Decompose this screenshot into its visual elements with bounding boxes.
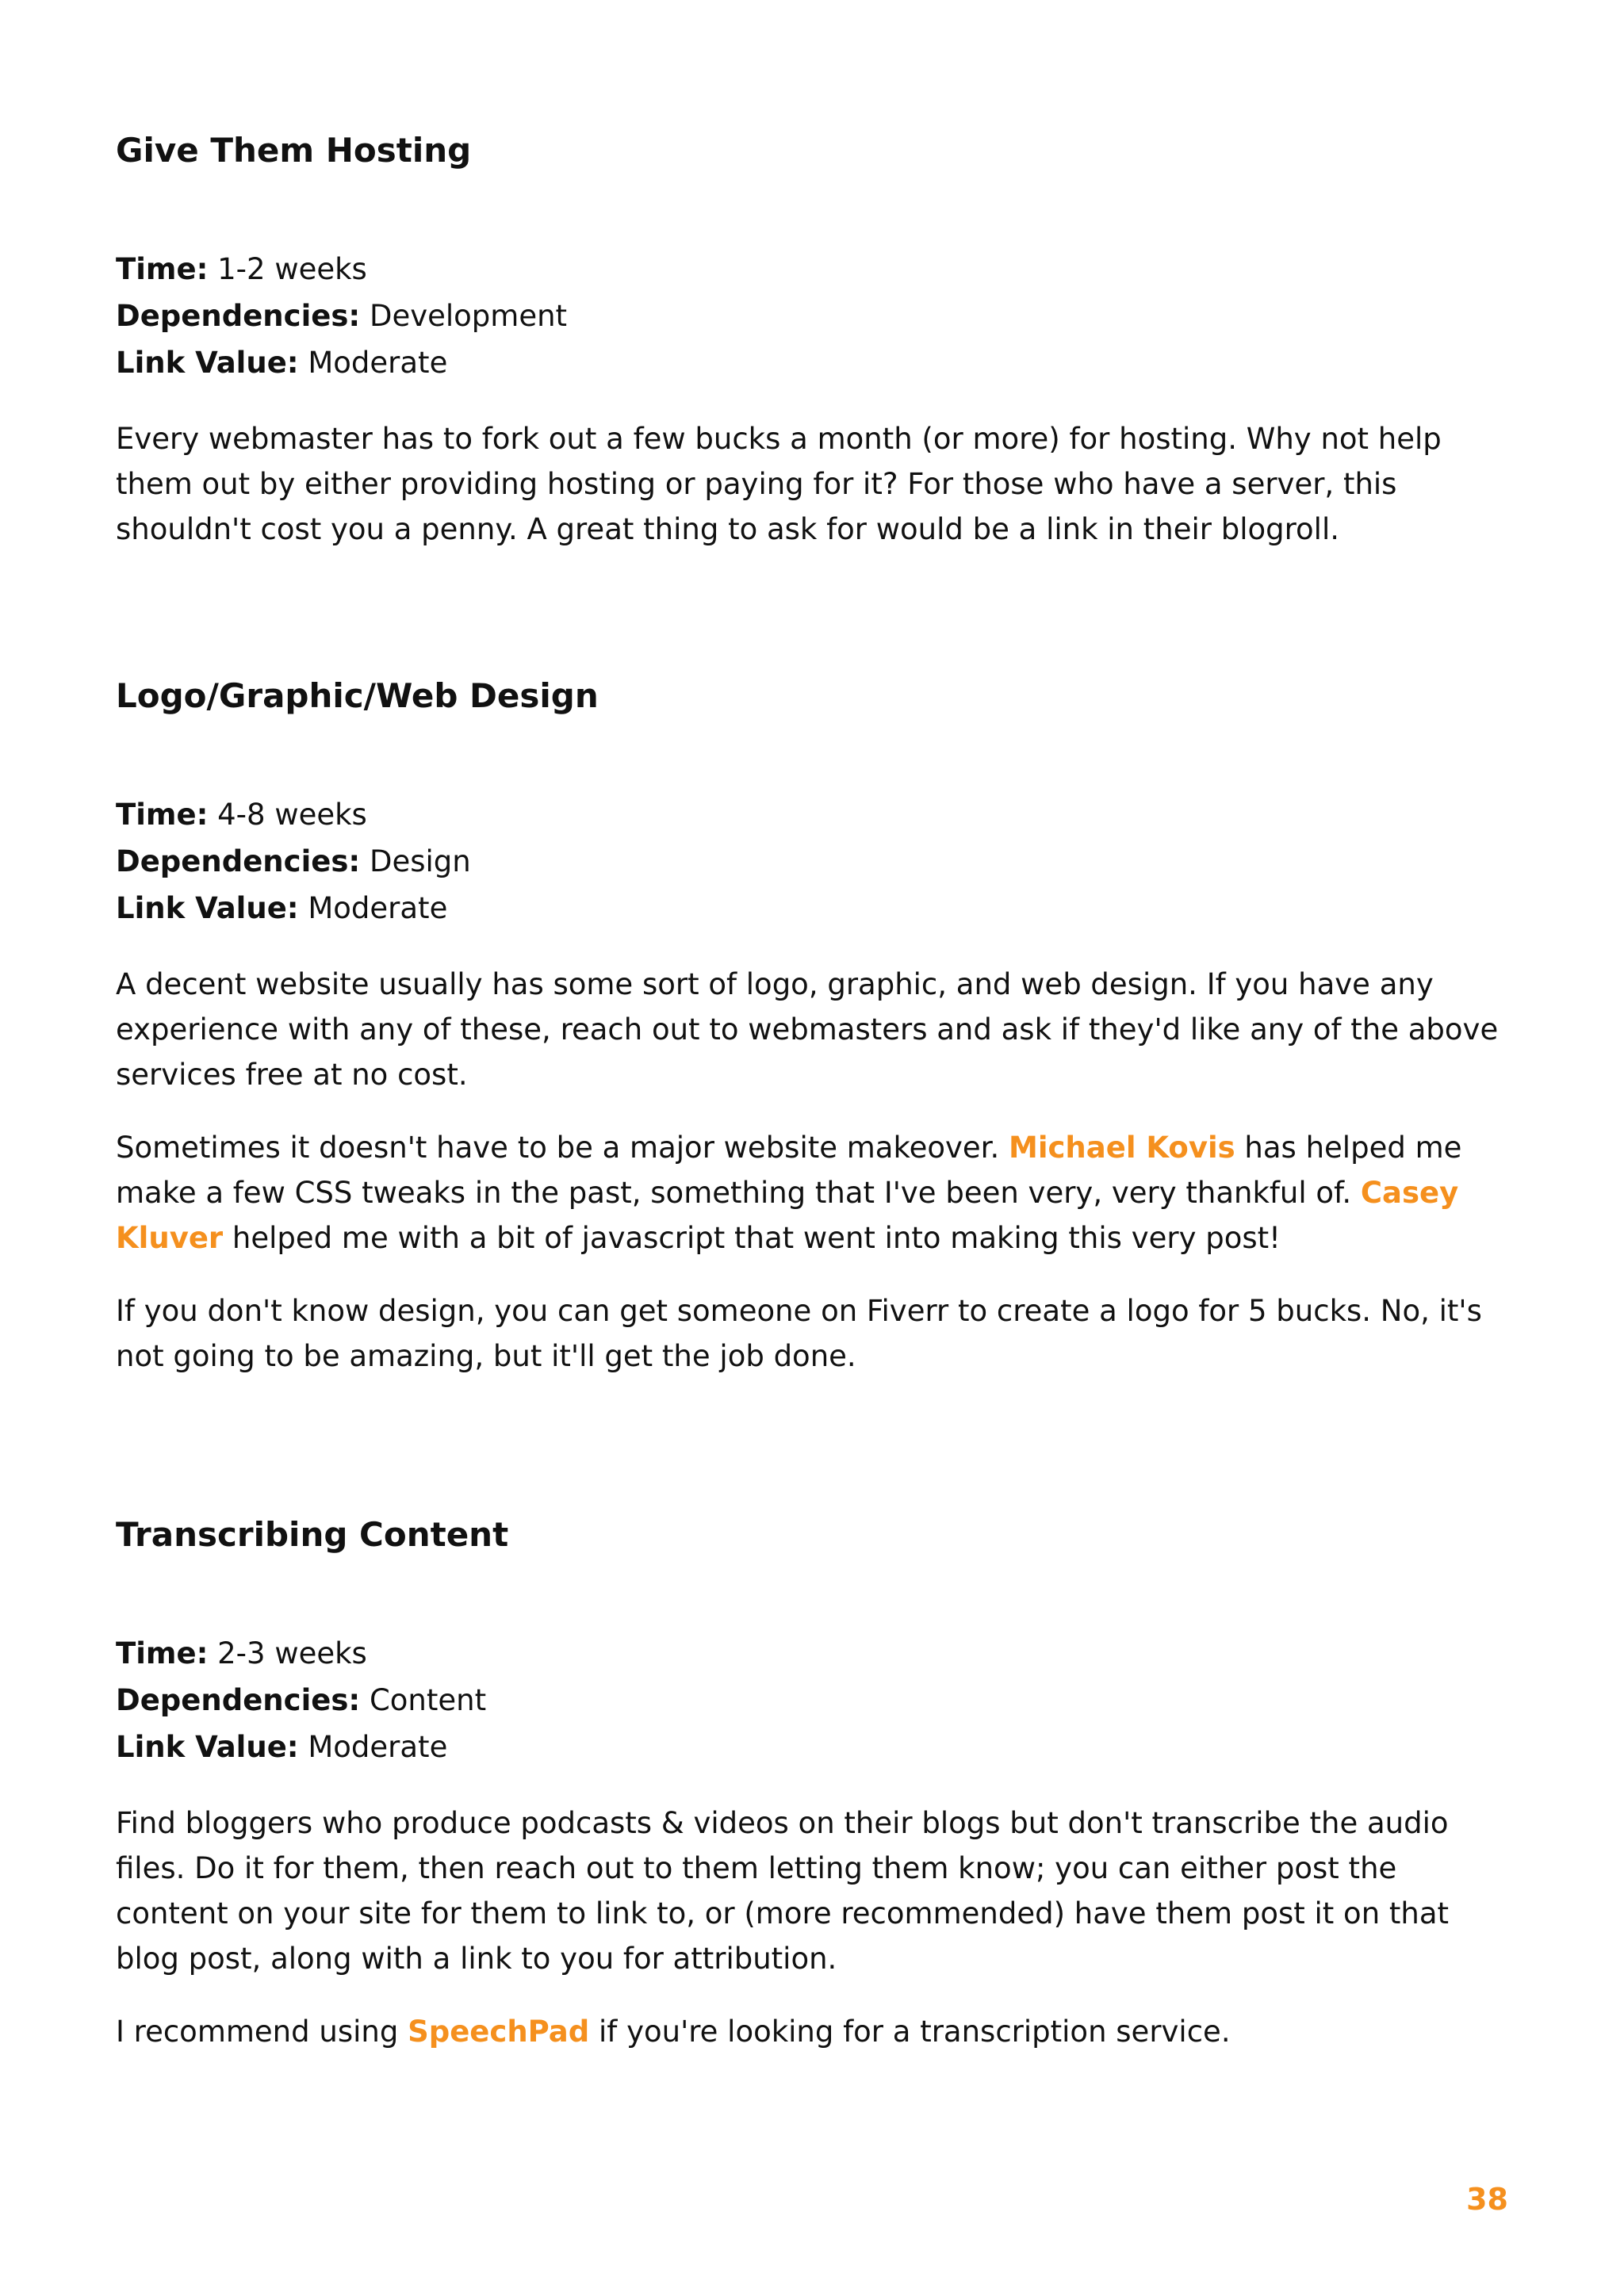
meta-link-value	[116, 885, 1511, 932]
section-meta	[116, 246, 1511, 386]
section-paragraph	[116, 1125, 1511, 1261]
meta-dependencies	[116, 293, 1511, 339]
meta-link-value-label: Link Value:	[116, 1730, 299, 1764]
meta-dependencies-label: Dependencies:	[116, 844, 361, 878]
section-heading: Logo/Graphic/Web Design	[116, 676, 599, 715]
section-paragraph: If you don't know design, you can get someone on Fiverr to create a logo for 5 bucks. No, it's not going to be amazing, but it'll get the job done.	[116, 1294, 1482, 1373]
section-heading: Transcribing Content	[116, 1515, 509, 1554]
paragraph-text: helped me with a bit of javascript that went into making this very post!	[223, 1221, 1281, 1255]
section-logo-graphic-web-design	[116, 674, 1511, 1379]
meta-dependencies	[116, 1677, 1511, 1724]
meta-time-value: 4-8 weeks	[217, 798, 367, 832]
meta-dependencies-label: Dependencies:	[116, 299, 361, 333]
page-number: 38	[1466, 2182, 1508, 2217]
meta-link-value	[116, 1724, 1511, 1770]
meta-link-value	[116, 339, 1511, 386]
link-speechpad[interactable]: SpeechPad	[408, 2015, 590, 2049]
meta-dependencies-value: Content	[369, 1683, 487, 1717]
section-paragraph: Find bloggers who produce podcasts & videos on their blogs but don't transcribe the audio files. Do it for them, then reach out to them letting them know; you can either post the content on your site for them to link to, or (more recommended) have them post it on that blog post, along with a link to you for attribution.	[116, 1806, 1450, 1976]
meta-link-value-value: Moderate	[308, 1730, 448, 1764]
meta-time-label: Time:	[116, 1636, 209, 1670]
meta-link-value-value: Moderate	[308, 891, 448, 925]
meta-time-label: Time:	[116, 798, 209, 832]
section-give-them-hosting	[116, 128, 1511, 552]
meta-time	[116, 791, 1511, 838]
meta-link-value-value: Moderate	[308, 346, 448, 380]
section-meta	[116, 1630, 1511, 1770]
meta-dependencies-value: Development	[369, 299, 568, 333]
meta-dependencies	[116, 838, 1511, 885]
meta-dependencies-label: Dependencies:	[116, 1683, 361, 1717]
link-michael-kovis[interactable]: Michael Kovis	[1009, 1131, 1235, 1165]
section-heading: Give Them Hosting	[116, 131, 472, 170]
section-meta	[116, 791, 1511, 932]
paragraph-text: has helped me make a few CSS tweaks in the past, something that I've been very, very thankful of.	[116, 1131, 1462, 1210]
meta-link-value-label: Link Value:	[116, 346, 299, 380]
paragraph-text: Sometimes it doesn't have to be a major website makeover.	[116, 1131, 1009, 1165]
section-paragraph	[116, 2009, 1511, 2054]
link-casey-kluver[interactable]: Casey Kluver	[116, 1176, 1459, 1255]
meta-time-value: 2-3 weeks	[217, 1636, 367, 1670]
meta-time-value: 1-2 weeks	[217, 252, 367, 286]
meta-time	[116, 1630, 1511, 1677]
section-transcribing-content	[116, 1513, 1511, 2054]
paragraph-text: I recommend using	[116, 2015, 408, 2049]
meta-time-label: Time:	[116, 252, 209, 286]
meta-dependencies-value: Design	[369, 844, 471, 878]
section-paragraph: A decent website usually has some sort of logo, graphic, and web design. If you have any experience with any of these, reach out to webmasters and ask if they'd like any of the above services free at no cost.	[116, 967, 1499, 1092]
section-paragraph: Every webmaster has to fork out a few bucks a month (or more) for hosting. Why not help them out by either providing hosting or paying for it? For those who have a server, this shouldn't cost you a penny. A great thing to ask for would be a link in their blogroll.	[116, 422, 1442, 546]
paragraph-text: if you're looking for a transcription service.	[589, 2015, 1231, 2049]
meta-link-value-label: Link Value:	[116, 891, 299, 925]
meta-time	[116, 246, 1511, 293]
